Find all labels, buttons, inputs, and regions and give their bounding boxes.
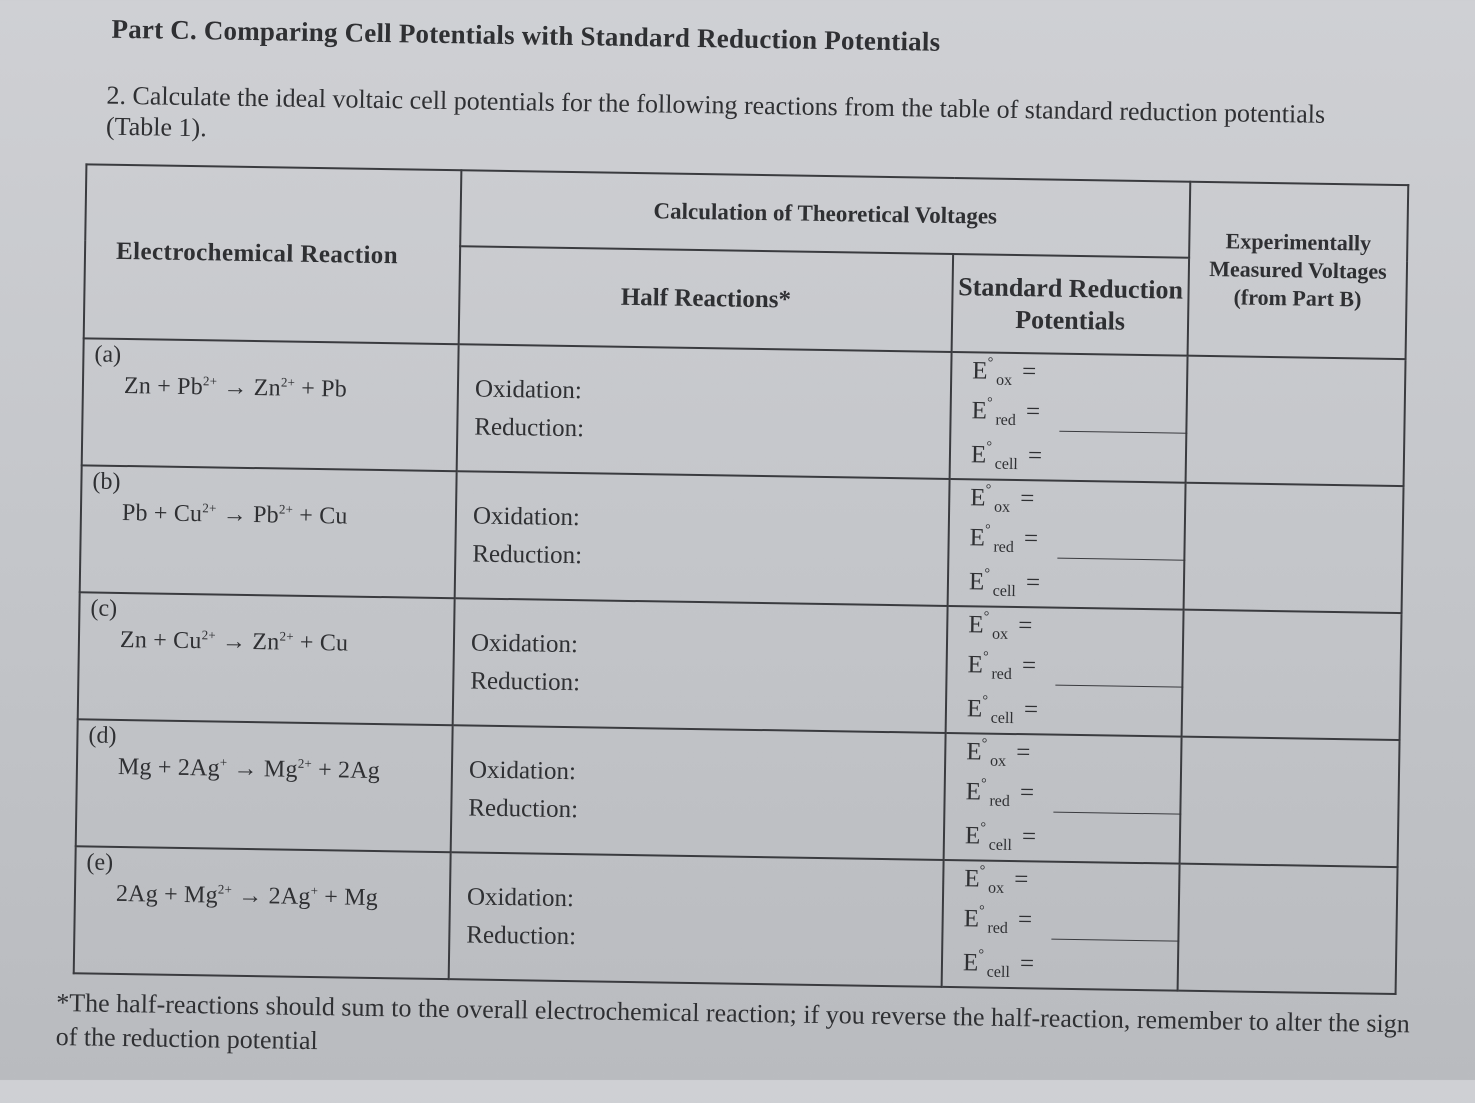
e-ox-line	[968, 609, 1033, 644]
reaction-cell	[74, 846, 451, 979]
degree-symbol: °	[983, 609, 990, 625]
degree-symbol: °	[986, 439, 993, 455]
equals-sign: =	[1021, 823, 1037, 851]
e-ox-sub: ox	[987, 879, 1005, 897]
reactant-charge: 2+	[202, 373, 218, 389]
half-reactions-cell[interactable]	[455, 471, 950, 606]
degree-symbol: °	[980, 776, 987, 792]
table-row	[76, 719, 1400, 867]
degree-symbol: °	[979, 863, 986, 879]
degree-symbol: °	[981, 736, 988, 752]
degree-symbol: °	[978, 947, 985, 963]
half-reactions-cell[interactable]	[449, 852, 944, 987]
equals-sign: =	[1027, 442, 1043, 470]
potentials-cell[interactable]	[942, 860, 1180, 991]
reaction-letter: (c)	[90, 595, 118, 622]
experimental-voltage-cell[interactable]	[1180, 737, 1400, 867]
e-cell-line	[971, 439, 1043, 474]
reaction-arrow: →	[221, 628, 247, 655]
e-symbol: E	[963, 905, 980, 933]
e-ox-sub: ox	[991, 625, 1009, 643]
e-cell-sub: cell	[990, 709, 1014, 728]
oxidation-label: Oxidation:	[474, 375, 583, 405]
product-2: + Mg	[324, 884, 379, 912]
e-symbol: E	[970, 484, 986, 512]
degree-symbol: °	[987, 355, 994, 371]
product: Zn	[252, 629, 280, 656]
e-cell-line	[969, 566, 1041, 601]
e-symbol: E	[972, 357, 988, 385]
e-ox-sub: ox	[995, 371, 1013, 389]
e-symbol: E	[968, 611, 984, 639]
reaction-arrow: →	[233, 755, 258, 783]
experimental-voltage-cell[interactable]	[1184, 483, 1404, 613]
degree-symbol: °	[978, 903, 985, 919]
product-2: + 2Ag	[317, 757, 381, 785]
reduction-label: Reduction:	[472, 540, 583, 570]
reaction-arrow: →	[222, 501, 248, 528]
equals-sign: =	[1021, 652, 1037, 680]
footnote: *The half-reactions should sum to the overall electrochemical reaction; if you reverse the half-reaction, remember to alter the sign of the reduction potential	[55, 988, 1410, 1056]
product: Pb	[252, 502, 280, 529]
experimental-voltage-cell[interactable]	[1182, 610, 1402, 740]
e-ox-line	[966, 736, 1031, 771]
e-symbol: E	[964, 865, 980, 893]
e-red-line	[967, 649, 1036, 684]
reaction-arrow: →	[238, 882, 263, 910]
product-charge: 2+	[280, 374, 296, 390]
reactant-charge: +	[219, 754, 228, 770]
reaction-equation	[118, 753, 380, 785]
table-row	[74, 846, 1398, 994]
sum-line	[1053, 812, 1181, 815]
product-2: + Pb	[301, 375, 348, 403]
header-half-reactions: Half Reactions*	[459, 246, 953, 352]
experimental-voltage-cell[interactable]	[1178, 864, 1398, 994]
e-red-sub: red	[993, 538, 1014, 556]
reaction-letter: (d)	[88, 722, 117, 749]
degree-symbol: °	[984, 566, 991, 582]
reaction-letter: (e)	[86, 849, 114, 876]
reaction-cell	[82, 338, 459, 471]
reaction-letter: (a)	[94, 341, 122, 368]
degree-symbol: °	[984, 522, 991, 538]
e-red-sub: red	[987, 919, 1009, 937]
potentials-cell[interactable]	[946, 606, 1184, 737]
oxidation-label: Oxidation:	[466, 883, 575, 913]
product-charge: +	[310, 882, 319, 899]
reactant-charge: 2+	[202, 500, 217, 516]
e-cell-line	[967, 693, 1039, 728]
e-cell-line	[965, 820, 1037, 855]
e-red-line	[969, 522, 1038, 557]
table-row	[82, 338, 1406, 486]
e-red-sub: red	[995, 411, 1016, 430]
reaction-cell	[78, 592, 455, 725]
reactant-charge: 2+	[217, 881, 233, 897]
reactants: 2Ag + Mg	[115, 880, 218, 909]
e-symbol: E	[964, 822, 981, 850]
e-symbol: E	[967, 651, 984, 679]
header-calculation: Calculation of Theoretical Voltages	[460, 170, 1190, 257]
reactants: Zn + Cu	[119, 626, 202, 655]
e-red-line	[963, 903, 1032, 938]
half-reactions-cell[interactable]	[457, 344, 952, 479]
e-symbol: E	[965, 778, 982, 806]
e-ox-sub: ox	[989, 752, 1007, 770]
product-2: + Cu	[299, 502, 348, 530]
product: Zn	[253, 375, 281, 402]
reaction-rows	[74, 338, 1406, 994]
reaction-cell	[76, 719, 453, 852]
reactants: Pb + Cu	[121, 499, 203, 528]
degree-symbol: °	[982, 693, 989, 709]
e-symbol: E	[968, 568, 985, 596]
oxidation-label: Oxidation:	[468, 756, 577, 786]
e-cell-sub: cell	[994, 455, 1018, 474]
reaction-arrow: →	[223, 374, 248, 401]
oxidation-label: Oxidation:	[470, 629, 579, 659]
reaction-equation	[120, 626, 349, 658]
reactants: Mg + 2Ag	[117, 753, 220, 782]
equals-sign: =	[1025, 569, 1041, 597]
degree-symbol: °	[986, 395, 993, 411]
product-charge: 2+	[297, 755, 313, 771]
e-red-line	[971, 395, 1040, 430]
reactant-charge: 2+	[201, 627, 217, 643]
table-row	[78, 592, 1402, 740]
reaction-cell	[80, 465, 457, 598]
header-experimental: Experimentally Measured Voltages (from Part B)	[1188, 182, 1409, 359]
degree-symbol: °	[985, 482, 992, 498]
product: Mg	[263, 756, 298, 783]
header-electrochemical-reaction: Electrochemical Reaction	[84, 164, 462, 344]
potentials-cell[interactable]	[950, 352, 1188, 483]
e-symbol: E	[969, 524, 986, 552]
reactions-table	[73, 163, 1410, 995]
equals-sign: =	[1015, 739, 1031, 767]
reduction-label: Reduction:	[474, 413, 585, 443]
potentials-cell[interactable]	[944, 733, 1182, 864]
sum-line	[1051, 939, 1179, 942]
reduction-label: Reduction:	[466, 921, 577, 951]
equals-sign: =	[1019, 950, 1035, 978]
e-symbol: E	[962, 949, 979, 977]
e-cell-sub: cell	[986, 963, 1010, 981]
e-ox-line	[964, 863, 1029, 898]
product-charge: 2+	[279, 628, 294, 644]
reaction-equation	[124, 372, 347, 403]
e-ox-line	[970, 482, 1035, 517]
experimental-voltage-cell[interactable]	[1186, 356, 1406, 486]
oxidation-label: Oxidation:	[472, 502, 581, 532]
degree-symbol: °	[982, 649, 989, 665]
e-red-line	[965, 776, 1034, 811]
potentials-cell[interactable]	[948, 479, 1186, 610]
e-cell-line	[963, 947, 1035, 982]
e-cell-sub: cell	[992, 582, 1016, 601]
e-symbol: E	[971, 397, 988, 425]
question-text: 2. Calculate the ideal voltaic cell potentials for the following reactions from the table of standard reduction potentials (Table 1).	[105, 80, 1326, 143]
equals-sign: =	[1019, 779, 1035, 807]
equals-sign: =	[1017, 906, 1033, 934]
sum-line	[1055, 685, 1183, 688]
e-red-sub: red	[989, 792, 1010, 810]
degree-symbol: °	[980, 820, 987, 836]
e-symbol: E	[966, 738, 982, 766]
e-symbol: E	[966, 695, 983, 723]
reaction-equation	[122, 499, 348, 531]
equals-sign: =	[1021, 358, 1037, 386]
reaction-equation	[116, 880, 378, 912]
equals-sign: =	[1023, 525, 1039, 553]
product-2: + Cu	[299, 629, 349, 657]
reduction-label: Reduction:	[470, 667, 581, 697]
product: 2Ag	[268, 883, 311, 910]
equals-sign: =	[1019, 485, 1035, 513]
table-row	[80, 465, 1404, 613]
sum-line	[1059, 431, 1187, 434]
header-standard-reduction-potentials: Standard Reduction Potentials	[952, 254, 1190, 356]
e-ox-sub: ox	[993, 498, 1011, 516]
reactants: Zn + Pb	[123, 372, 204, 401]
half-reactions-cell[interactable]	[451, 725, 946, 860]
equals-sign: =	[1017, 612, 1033, 640]
half-reactions-cell[interactable]	[453, 598, 948, 733]
e-cell-sub: cell	[988, 836, 1012, 854]
equals-sign: =	[1013, 866, 1029, 894]
e-ox-line	[972, 355, 1037, 390]
sum-line	[1057, 558, 1185, 561]
part-title: Part C. Comparing Cell Potentials with Standard Reduction Potentials	[111, 13, 941, 57]
header-row-1	[85, 164, 1408, 261]
e-red-sub: red	[991, 665, 1012, 683]
reduction-label: Reduction:	[468, 794, 579, 824]
e-symbol: E	[970, 441, 987, 469]
product-charge: 2+	[278, 501, 294, 517]
reaction-letter: (b)	[92, 468, 121, 495]
equals-sign: =	[1023, 696, 1039, 724]
equals-sign: =	[1025, 398, 1041, 426]
